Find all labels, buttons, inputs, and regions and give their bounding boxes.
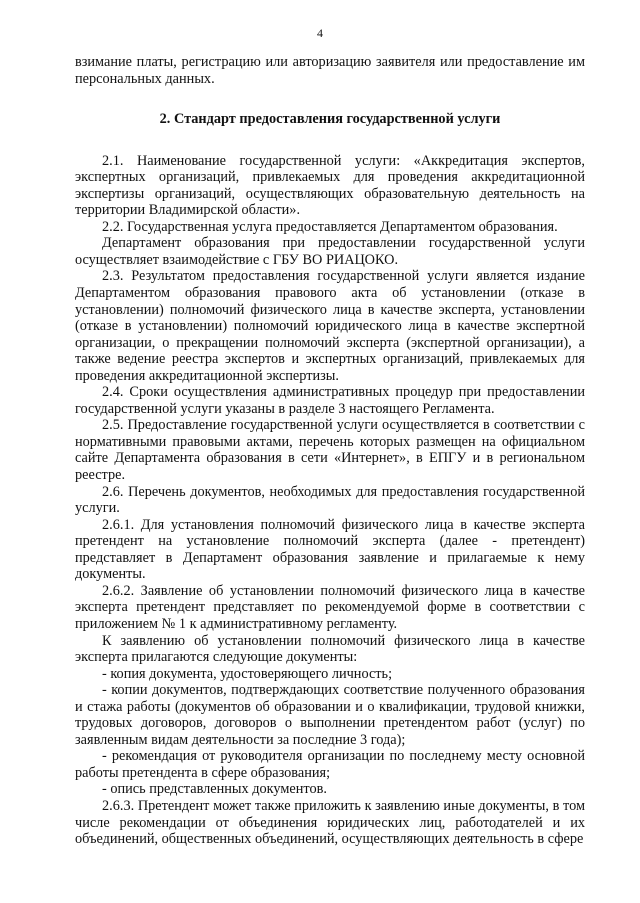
lead-paragraph: взимание платы, регистрацию или авторизацию заявителя или предоставление им персональных данных. <box>75 54 585 87</box>
paragraph-2-6: 2.6. Перечень документов, необходимых для предоставления государственной услуги. <box>75 483 585 517</box>
document-body <box>75 54 585 848</box>
page-number: 4 <box>317 26 323 40</box>
paragraph-attachments-intro: К заявлению об установлении полномочий физического лица в качестве эксперта прилагаются следующие документы: <box>75 632 585 666</box>
list-item-inventory: - опись представленных документов. <box>102 781 327 798</box>
paragraph-2-2: 2.2. Государственная услуга предоставляется Департаментом образования. <box>102 218 558 235</box>
paragraph-2-3: 2.3. Результатом предоставления государственной услуги является издание Департаментом образования правового акта об установлении (отказе в установлении) полномочий физического лица в качестве эксперта, установлении (отказе в установлении) полномочий юридического лица в качестве экспертной организации, о прекращении полномочий эксперта (экспертной организации), а также ведение реестра экспертов и экспертных организаций, привлекаемых для проведения аккредитационной экспертизы. <box>75 268 585 384</box>
section-title: 2. Стандарт предоставления государственной услуги <box>159 111 501 128</box>
paragraph-2-6-1: 2.6.1. Для установления полномочий физического лица в качестве эксперта претендент на установление полномочий эксперта (далее - претендент) представляет в Департамент образования заявление и прилагаемые к нему документы. <box>75 516 585 583</box>
list-item-id-copy: - копия документа, удостоверяющего личность; <box>102 665 393 682</box>
list-item-recommendation: - рекомендация от руководителя организации по последнему месту основной работы претендента в сфере образования; <box>75 748 585 781</box>
paragraph-2-1: 2.1. Наименование государственной услуги: «Аккредитация экспертов, экспертных организаций, привлекаемых для проведения аккредитационной экспертизы организаций, осуществляющих образовательную деятельность на территории Владимирской области». <box>75 152 585 219</box>
paragraph-2-6-2: 2.6.2. Заявление об установлении полномочий физического лица в качестве эксперта претендент представляет по рекомендуемой форме в соответствии с приложением № 1 к административному регламенту. <box>75 582 585 632</box>
paragraph-interaction: Департамент образования при предоставлении государственной услуги осуществляет взаимодействие с ГБУ ВО РИАЦОКО. <box>75 235 585 268</box>
list-item-education-copies: - копии документов, подтверждающих соответствие полученного образования и стажа работы (документов об образовании и о квалификации, трудовой книжки, трудовых договоров, договоров о выполнении претендентом работ (услуг) по заявленным видам деятельности за последние 3 года); <box>75 682 585 748</box>
paragraph-2-5: 2.5. Предоставление государственной услуги осуществляется в соответствии с нормативными правовыми актами, перечень которых размещен на официальном сайте Департамента образования в сети «Интернет», в ЕПГУ и в региональном реестре. <box>75 417 585 484</box>
paragraph-2-4: 2.4. Сроки осуществления административных процедур при предоставлении государственной услуги указаны в разделе 3 настоящего Регламента. <box>75 384 585 417</box>
paragraph-2-6-3: 2.6.3. Претендент может также приложить к заявлению иные документы, в том числе рекомендации от объединения юридических лиц, работодателей и их объединений, общественных объединений, осуществляющих деятельность в сфере <box>75 797 585 848</box>
